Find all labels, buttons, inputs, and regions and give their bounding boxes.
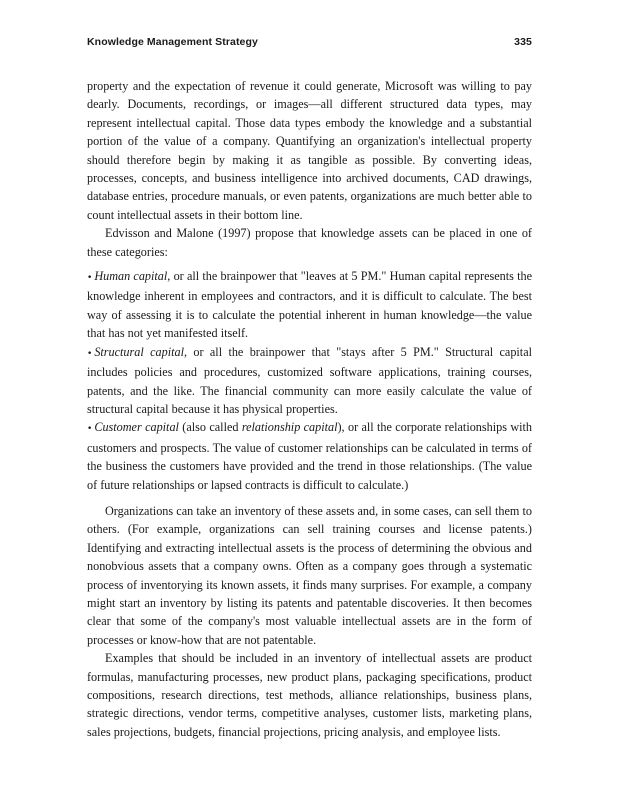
list-item-customer-capital bbox=[87, 418, 532, 494]
running-head bbox=[87, 36, 532, 50]
paragraph-2: Edvisson and Malone (1997) propose that knowledge assets can be placed in one of these categories: bbox=[87, 226, 532, 259]
list-item-text: ), or all the corporate relationships with customers and prospects. The value of customer relationships can be calculated in terms of the business the customers have provided and the trend in those relationships. (The value of future relationships or lapsed contracts is difficult to calculate.) bbox=[87, 420, 532, 492]
term-customer-capital: Customer capital bbox=[94, 420, 179, 435]
capital-categories-list bbox=[87, 267, 532, 494]
chapter-title: Knowledge Management Strategy bbox=[87, 36, 258, 48]
book-page bbox=[87, 36, 532, 741]
paragraph-4: Examples that should be included in an inventory of intellectual assets are product formulas, manufacturing processes, new product plans, packaging specifications, product compositions, research directions, test methods, alliance relationships, business plans, strategic directions, vendor terms, competitive analyses, customer lists, marketing plans, sales projections, budgets, financial projections, pricing analysis, and employee lists. bbox=[87, 651, 532, 739]
bullet-icon: • bbox=[87, 273, 93, 284]
list-item-text: , or all the brainpower that "stays after 5 PM." Structural capital includes policies and procedures, customized software applications, training courses, patents, and the like. The financial community can more easily calculate the value of structural capital because it has physical properties. bbox=[87, 344, 532, 416]
list-item-text: , or all the brainpower that "leaves at 5 PM." Human capital represents the knowledge inherent in employees and contractors, and it is difficult to calculate. The best way of assessing it is to calculate the potential inherent in human knowledge—the value that has not yet manifested itself. bbox=[87, 269, 532, 341]
list-item-structural-capital bbox=[87, 343, 532, 419]
term-relationship-capital: relationship capital bbox=[241, 420, 338, 435]
paragraph-1: property and the expectation of revenue it could generate, Microsoft was willing to pay dearly. Documents, recordings, or images—all different structured data types, may represent intellectual capital. Those data types embody the knowledge and a substantial portion of the value of a company. Quantifying an organization's intellectual property should therefore begin by making it as tangible as possible. By converting ideas, processes, concepts, and business intelligence into archived documents, CAD drawings, database entries, procedure manuals, or even patents, organizations are much better able to count intellectual assets in their bottom line. bbox=[87, 79, 532, 222]
term-structural-capital: Structural capital bbox=[94, 344, 184, 359]
term-human-capital: Human capital bbox=[94, 269, 168, 284]
list-item-human-capital bbox=[87, 267, 532, 343]
page-number: 335 bbox=[514, 36, 532, 48]
list-item-text: (also called bbox=[178, 420, 242, 435]
body-text bbox=[87, 77, 532, 741]
bullet-icon: • bbox=[87, 348, 93, 359]
bullet-icon: • bbox=[87, 424, 93, 435]
paragraph-3: Organizations can take an inventory of these assets and, in some cases, can sell them to others. (For example, organizations can sell training courses and license patents.) Identifying and extracting intellectual assets is the process of determining the obvious and nonobvious assets that a company owns. Often as a company goes through a systematic process of inventorying its known assets, it finds many surprises. For example, a company might start an inventory by listing its patents and patentable discoveries. It then becomes clear that some of the company's most valuable intellectual assets are in the form of processes or know-how that are not patentable. bbox=[87, 503, 532, 647]
